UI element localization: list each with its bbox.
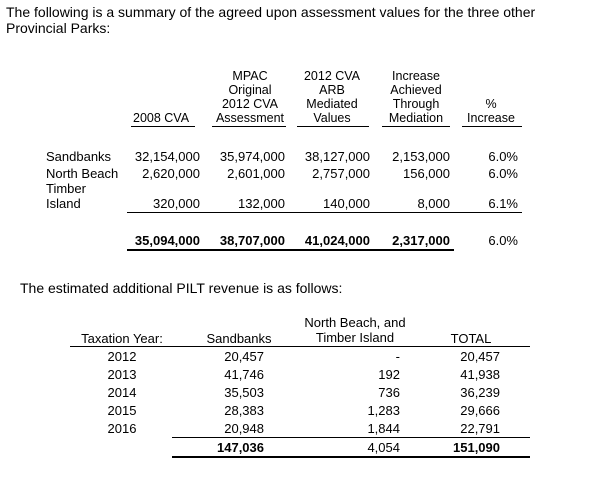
- table2-total-north: 4,054: [367, 440, 400, 455]
- header-arb-line4: Values: [313, 111, 351, 125]
- header-mpac-line4: Assessment: [215, 111, 285, 125]
- row-year-2016: 2016: [107, 421, 137, 436]
- header-arb-line2: ARB: [319, 83, 345, 97]
- row-label-island: Island: [46, 196, 81, 211]
- cell-sandbanks-mpac: 35,974,000: [219, 149, 285, 164]
- cell-2012-total: 20,457: [460, 349, 500, 364]
- header-underline-arb: [297, 126, 369, 127]
- header-increase-line4: Mediation: [388, 111, 444, 125]
- header-underline-2008: [131, 126, 195, 127]
- table2-total-double-underline: [172, 456, 530, 458]
- table2-total-sandbanks: 147,036: [217, 440, 264, 455]
- cell-timber-mpac: 132,000: [238, 196, 285, 211]
- total-2008: 35,094,000: [134, 233, 200, 248]
- cell-2015-sandbanks: 28,383: [224, 403, 264, 418]
- cell-2016-sandbanks: 20,948: [224, 421, 264, 436]
- cell-north-2008: 2,620,000: [142, 166, 200, 181]
- header-arb-line3: Mediated: [306, 97, 358, 111]
- cell-sandbanks-2008: 32,154,000: [134, 149, 200, 164]
- cell-2013-north: 192: [378, 367, 400, 382]
- row-year-2012: 2012: [107, 349, 137, 364]
- pilt-intro: The estimated additional PILT revenue is as follows:: [20, 280, 343, 296]
- cell-2016-total: 22,791: [460, 421, 500, 436]
- cell-north-arb: 2,757,000: [312, 166, 370, 181]
- cell-2012-north: -: [395, 349, 400, 364]
- header-pct-line1: %: [485, 97, 497, 111]
- cell-north-increase: 156,000: [403, 166, 450, 181]
- cell-timber-pct: 6.1%: [488, 196, 518, 211]
- cell-2014-sandbanks: 35,503: [224, 385, 264, 400]
- header-underline-increase: [382, 126, 450, 127]
- cell-timber-2008: 320,000: [153, 196, 200, 211]
- cell-2014-total: 36,239: [460, 385, 500, 400]
- total-double-underline: [127, 249, 454, 251]
- header-total: TOTAL: [450, 331, 492, 346]
- row-year-2014: 2014: [107, 385, 137, 400]
- row-label-north-beach: North Beach: [46, 166, 119, 181]
- cell-2014-north: 736: [378, 385, 400, 400]
- total-arb: 41,024,000: [304, 233, 370, 248]
- table2-total-total: 151,090: [453, 440, 500, 455]
- cell-sandbanks-increase: 2,153,000: [392, 149, 450, 164]
- table2-header-underline: [70, 346, 530, 347]
- header-2008-cva: 2008 CVA: [133, 111, 190, 125]
- header-north-line2: Timber Island: [315, 330, 395, 345]
- header-underline-mpac: [212, 126, 286, 127]
- row-label-timber: Timber: [46, 181, 86, 196]
- row-label-sandbanks: Sandbanks: [46, 149, 112, 164]
- total-mpac: 38,707,000: [219, 233, 285, 248]
- cell-timber-increase: 8,000: [417, 196, 450, 211]
- header-underline-pct: [462, 126, 522, 127]
- header-increase-line3: Through: [392, 97, 440, 111]
- cell-sandbanks-pct: 6.0%: [488, 149, 518, 164]
- header-taxation-year: Taxation Year:: [81, 331, 163, 346]
- header-increase-line1: Increase: [392, 69, 440, 83]
- header-mpac-line3: 2012 CVA: [221, 97, 279, 111]
- cell-north-pct: 6.0%: [488, 166, 518, 181]
- header-mpac-line2: Original: [228, 83, 272, 97]
- row-year-2015: 2015: [107, 403, 137, 418]
- header-arb: [292, 69, 372, 125]
- cell-2012-sandbanks: 20,457: [224, 349, 264, 364]
- row-year-2013: 2013: [107, 367, 137, 382]
- sum-line: [127, 212, 522, 213]
- header-arb-line1: 2012 CVA: [303, 69, 361, 83]
- header-pct: [460, 97, 522, 125]
- total-pct: 6.0%: [488, 233, 518, 248]
- total-increase: 2,317,000: [392, 233, 450, 248]
- table2-sum-line: [172, 437, 530, 438]
- cell-sandbanks-arb: 38,127,000: [304, 149, 370, 164]
- header-north-timber: [296, 315, 414, 345]
- cell-2015-north: 1,283: [367, 403, 400, 418]
- header-pct-line2: Increase: [467, 111, 515, 125]
- header-increase: [381, 69, 451, 125]
- cell-2016-north: 1,844: [367, 421, 400, 436]
- header-mpac: [210, 69, 290, 125]
- header-north-line1: North Beach, and: [304, 315, 406, 330]
- cell-2013-sandbanks: 41,746: [224, 367, 264, 382]
- header-mpac-line1: MPAC: [232, 69, 268, 83]
- cell-timber-arb: 140,000: [323, 196, 370, 211]
- cell-2015-total: 29,666: [460, 403, 500, 418]
- cell-north-mpac: 2,601,000: [227, 166, 285, 181]
- header-increase-line2: Achieved: [390, 83, 442, 97]
- intro-paragraph: The following is a summary of the agreed upon assessment values for the three other Provincial Parks:: [6, 4, 536, 36]
- header-sandbanks: Sandbanks: [206, 331, 272, 346]
- cell-2013-total: 41,938: [460, 367, 500, 382]
